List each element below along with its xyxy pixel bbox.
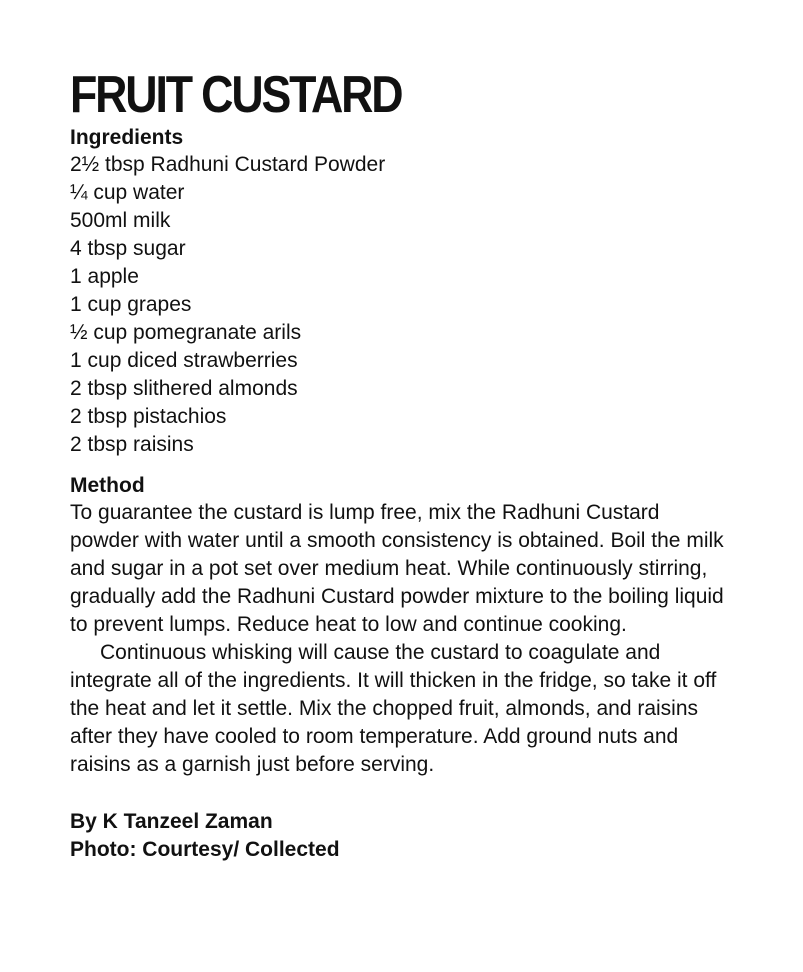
- author-credit: By K Tanzeel Zaman: [70, 810, 273, 833]
- ingredient-item: 2 tbsp slithered almonds: [70, 377, 298, 400]
- method-paragraph: Continuous whisking will cause the custard to coagulate and integrate all of the ingredients. It will thicken in the fridge, so take it off the heat and let it settle. Mix the chopped fruit, almonds, and raisins after they have cooled to room temperature. Add ground nuts and raisins as a garnish just before serving.: [70, 641, 717, 776]
- ingredients-section: [70, 124, 770, 459]
- ingredient-item: 1 cup diced strawberries: [70, 349, 298, 372]
- recipe-article: [70, 66, 770, 864]
- ingredient-item: 1 cup grapes: [70, 293, 192, 316]
- ingredient-item: ½ cup pomegranate arils: [70, 321, 302, 344]
- ingredient-item: 1 apple: [70, 265, 139, 288]
- ingredient-item: 2 tbsp pistachios: [70, 405, 227, 428]
- ingredients-list: [70, 151, 770, 459]
- method-paragraph: To guarantee the custard is lump free, mix the Radhuni Custard powder with water until a smooth consistency is obtained. Boil the milk and sugar in a pot set over medium heat. While continuously stirring, gradually add the Radhuni Custard powder mixture to the boiling liquid to prevent lumps. Reduce heat to low and continue cooking.: [70, 501, 724, 636]
- photo-credit: Photo: Courtesy/ Collected: [70, 838, 340, 861]
- ingredient-item: 4 tbsp sugar: [70, 237, 186, 260]
- ingredient-item: 2½ tbsp Radhuni Custard Powder: [70, 153, 386, 176]
- ingredient-item: 2 tbsp raisins: [70, 433, 194, 456]
- ingredient-item: 500ml milk: [70, 209, 171, 232]
- method-heading: Method: [70, 474, 145, 497]
- method-section: [70, 472, 770, 779]
- ingredients-heading: Ingredients: [70, 126, 184, 149]
- credits: [70, 808, 770, 864]
- ingredient-item: ¼ cup water: [70, 181, 185, 204]
- recipe-title: FRUIT CUSTARD: [70, 66, 402, 124]
